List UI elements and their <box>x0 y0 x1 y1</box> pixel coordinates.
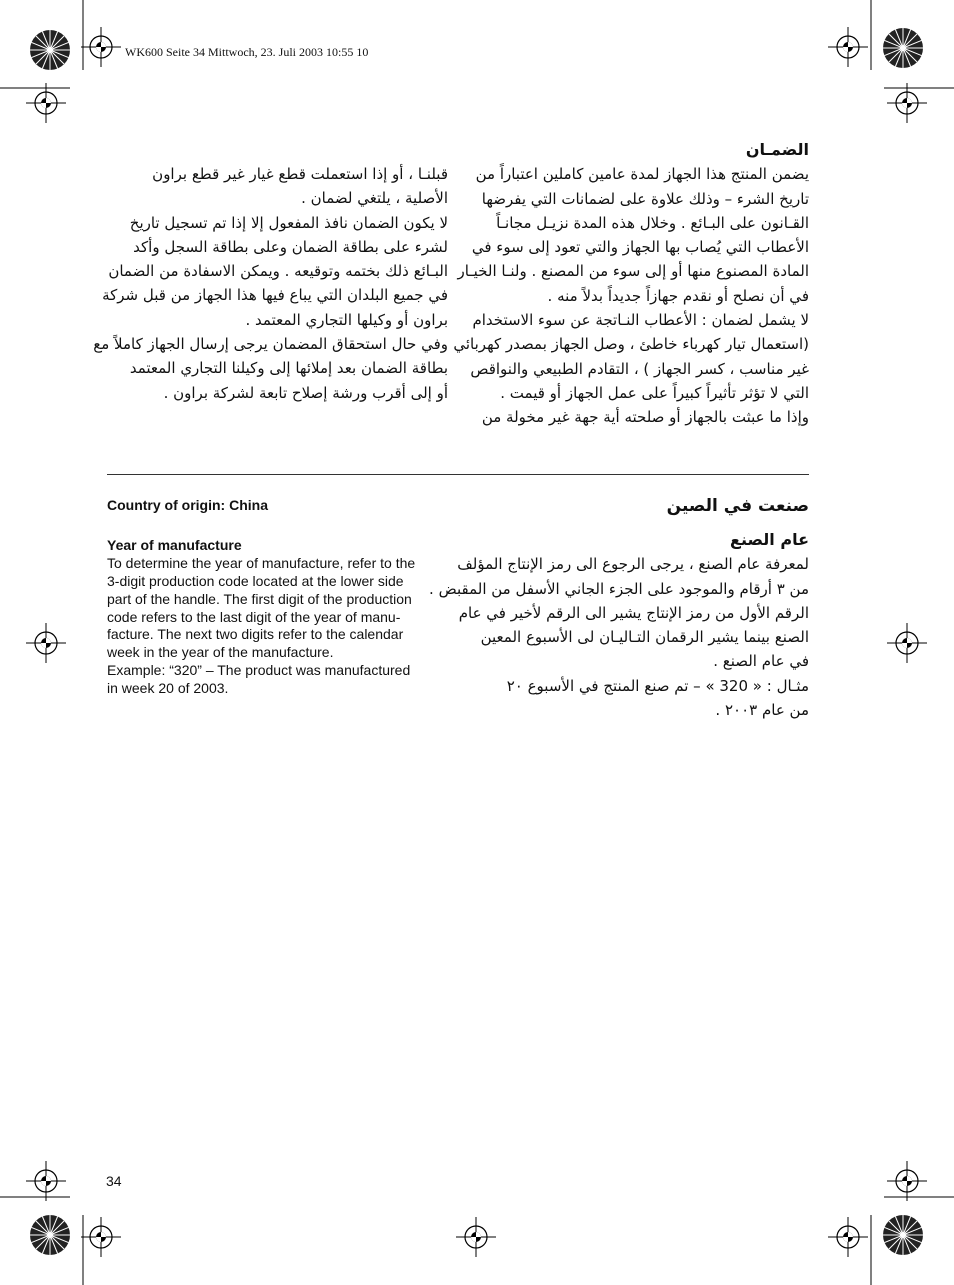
text-line: قبلنـا ، أو إذا استعملت قطع غيار غير قطع براون <box>152 165 448 183</box>
text-line: وإذا ما عبثت بالجهاز أو صلحته أية جهة غير مخولة من <box>481 408 809 427</box>
warranty-arabic-left-column <box>93 162 448 405</box>
text-line: البـائع ذلك بختمه وتوقيعه . ويمكن الاسفادة من الضمان <box>108 262 448 281</box>
text-line: To determine the year of manufacture, refer to the <box>107 554 416 571</box>
text-line: in week 20 of 2003. <box>107 680 229 697</box>
arabic-origin-section <box>429 492 809 722</box>
text-line: أو إلى أقرب ورشة إصلاح تابعة لشركة براون . <box>163 383 448 402</box>
text-line: تاريخ الشرء – وذلك علاوة على لضمانات التي يفرضها <box>481 189 809 208</box>
country-heading-arabic: صنعت في الصين <box>666 496 809 516</box>
text-line: براون أو وكيلها التجاري المعتمد . <box>245 310 448 329</box>
text-line: code refers to the last digit of the year of manu- <box>107 608 401 625</box>
print-header: WK600 Seite 34 Mittwoch, 23. Juli 2003 10:55 10 <box>125 45 369 59</box>
text-line: من عام ٢٠٠٣ . <box>715 701 809 720</box>
warranty-heading: الضمـان <box>745 140 809 159</box>
country-of-origin: Country of origin: China <box>107 497 268 513</box>
text-line: الصنع بينما يشير الرقمان التـاليـان لى الأسبوع المعين <box>480 628 809 647</box>
text-line: part of the handle. The first digit of the production <box>107 590 412 607</box>
text-line: لا يشمل لضمان : الأعطاب النـاتجة عن سوء الاستخدام <box>472 311 809 330</box>
text-line: وفي حال استحقاق المضمان يرجى إرسال الجهاز كاملاً مع <box>93 335 448 354</box>
text-line: غير مناسب ، كسر الجهاز ) ، التقادم الطبيعي والنواقص <box>470 359 809 378</box>
text-line: في عام الصنع . <box>713 652 809 671</box>
text-line: Example: “320” – The product was manufactured <box>107 662 411 679</box>
text-line: مثـال : « 320 » – تم صنع المنتج في الأسبوع ٢٠ <box>506 676 809 695</box>
text-line: التي لا تؤثر تأثيراً كبيراً على عمل الجهاز أو قيمت . <box>500 383 809 402</box>
english-origin-section <box>107 497 415 698</box>
text-line: بطاقة الضمان بعد إملائها إلى وكيلنا التجاري المعتمد <box>129 359 448 378</box>
warranty-arabic-right-column <box>453 138 809 430</box>
year-heading-arabic: عام الصنع <box>730 530 809 549</box>
text-line: لشرء على بطاقة الضمان وعلى بطاقة السجل وأكد <box>133 237 448 256</box>
text-line: لا يكون الضمان نافذ المفعول إلا إذا تم تسجيل تاريخ <box>129 213 448 232</box>
text-line: facture. The next two digits refer to the calendar <box>107 626 404 643</box>
text-line: الرقم الأول من رمز الإنتاج يشير الى الرقم لأخير في عام <box>458 603 809 622</box>
section-divider <box>107 474 809 475</box>
text-line: (استعمال تيار كهرباء خاطئ ، وصل الجهاز بمصدر كهربائي <box>453 335 809 354</box>
year-of-manufacture-heading: Year of manufacture <box>107 536 242 553</box>
text-line: في جميع البلدان التي يباع فيها هذا الجهاز من قبل شركة <box>102 286 448 305</box>
text-line: week in the year of the manufacture. <box>107 644 334 661</box>
page-number: 34 <box>106 1173 122 1189</box>
text-line: المادة المصنوع منها أو إلى سوء من المصنع . ولنـا الخيـار <box>457 262 809 281</box>
text-line: الأصلية ، يلتغي لضمان . <box>301 189 448 208</box>
text-line: القـانون على البـائع . وخلال هذه المدة نزيـل مجانـاً <box>496 213 809 232</box>
text-line: يضمن المنتج هذا الجهاز لمدة عامين كاملين اعتباراً من <box>475 165 809 184</box>
text-line: من ٣ أرقام والموجود على الجزء الجاني الأسفل من المقبض . <box>429 579 809 598</box>
text-line: لمعرفة عام الصنع ، يرجى الرجوع الى رمز الإنتاج المؤلف <box>457 555 809 574</box>
text-line: في أن نصلح أو نقدم جهازاً جديداً بدلاً منه . <box>547 286 809 305</box>
text-line: الأعطاب التي يُصاب بها الجهاز والتي تعود إلى سوء في <box>471 238 809 257</box>
text-line: 3-digit production code located at the lower side <box>107 572 404 589</box>
